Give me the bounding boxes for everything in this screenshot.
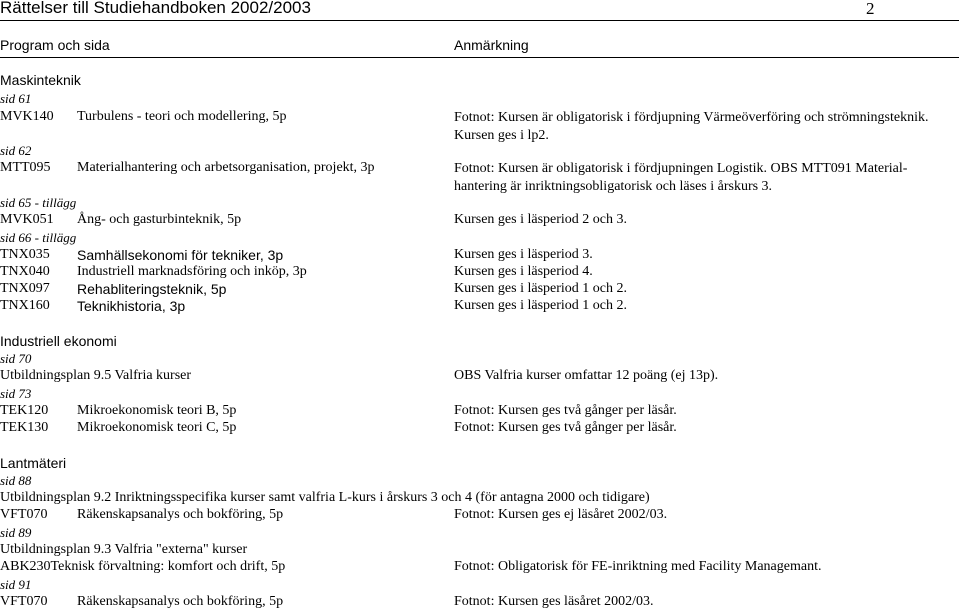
course-note: Fotnot: Kursen ges läsåret 2002/03. bbox=[454, 594, 654, 609]
curriculum-line: ABK230Teknisk förvaltning: komfort och drift, 5p bbox=[0, 559, 286, 574]
column-header-rule bbox=[0, 57, 959, 58]
course-note: Fotnot: Kursen är obligatorisk i fördjupningen Logistik. OBS MTT091 Material-hantering är inriktningsobligatorisk och läses i årskurs 3. bbox=[454, 161, 908, 194]
page-reference: sid 89 bbox=[0, 525, 32, 540]
course-code: VFT070 bbox=[0, 507, 48, 522]
course-note: Kursen ges i läsperiod 1 och 2. bbox=[454, 298, 628, 313]
course-code: TEK120 bbox=[0, 403, 49, 418]
course-code: MVK051 bbox=[0, 212, 54, 227]
page-reference: sid 73 bbox=[0, 386, 32, 401]
course-note: Fotnot: Kursen ges ej läsåret 2002/03. bbox=[454, 507, 668, 522]
course-code: MTT095 bbox=[0, 160, 51, 175]
page-reference: sid 65 - tillägg bbox=[0, 195, 77, 210]
course-name: Materialhantering och arbetsorganisation, projekt, 3p bbox=[77, 160, 375, 175]
course-code: TNX160 bbox=[0, 298, 50, 313]
course-name: Mikroekonomisk teori B, 5p bbox=[77, 403, 237, 418]
course-note: Fotnot: Kursen ges två gånger per läsår. bbox=[454, 420, 677, 435]
page-reference: sid 62 bbox=[0, 143, 32, 158]
page-reference: sid 70 bbox=[0, 351, 32, 366]
page-reference: sid 88 bbox=[0, 473, 32, 488]
course-note: Fotnot: Kursen är obligatorisk i fördjupning Värmeöverföring och strömningsteknik. Kursen ges i lp2. bbox=[454, 110, 929, 143]
header-rule bbox=[0, 20, 959, 21]
course-name: Räkenskapsanalys och bokföring, 5p bbox=[77, 507, 284, 522]
course-note: Kursen ges i läsperiod 2 och 3. bbox=[454, 212, 628, 227]
course-note: Fotnot: Kursen ges två gånger per läsår. bbox=[454, 403, 677, 418]
course-code: TEK130 bbox=[0, 420, 49, 435]
section-title-maskinteknik: Maskinteknik bbox=[0, 72, 81, 88]
course-note: Fotnot: Obligatorisk för FE-inriktning med Facility Managemant. bbox=[454, 559, 822, 574]
course-name: Mikroekonomisk teori C, 5p bbox=[77, 420, 237, 435]
course-code: TNX040 bbox=[0, 264, 50, 279]
course-note: OBS Valfria kurser omfattar 12 poäng (ej 13p). bbox=[454, 368, 719, 383]
column-header-right: Anmärkning bbox=[454, 37, 529, 53]
course-name: Teknikhistoria, 3p bbox=[77, 298, 186, 314]
course-name: Rehabliteringsteknik, 5p bbox=[77, 281, 227, 297]
section-title-lantmateri: Lantmäteri bbox=[0, 455, 67, 471]
course-name: Samhällsekonomi för tekniker, 3p bbox=[77, 247, 284, 263]
course-name: Turbulens - teori och modellering, 5p bbox=[77, 109, 287, 124]
course-name: Räkenskapsanalys och bokföring, 5p bbox=[77, 594, 284, 609]
page-reference: sid 91 bbox=[0, 577, 32, 592]
course-note: Kursen ges i läsperiod 4. bbox=[454, 264, 593, 279]
course-name: Ång- och gasturbinteknik, 5p bbox=[77, 212, 242, 227]
column-header-left: Program och sida bbox=[0, 37, 110, 53]
course-name: Industriell marknadsföring och inköp, 3p bbox=[77, 264, 307, 279]
page-title: Rättelser till Studiehandboken 2002/2003 bbox=[0, 0, 311, 17]
page-number: 2 bbox=[866, 0, 875, 18]
course-note: Kursen ges i läsperiod 1 och 2. bbox=[454, 281, 628, 296]
curriculum-line: Utbildningsplan 9.5 Valfria kurser bbox=[0, 368, 192, 383]
page-reference: sid 61 bbox=[0, 91, 32, 106]
page-reference: sid 66 - tillägg bbox=[0, 230, 77, 245]
course-code: MVK140 bbox=[0, 109, 54, 124]
course-code: TNX035 bbox=[0, 247, 50, 262]
curriculum-line: Utbildningsplan 9.2 Inriktningsspecifika kurser samt valfria L-kurs i årskurs 3 och 4 (för antagna 2000 och tidigare) bbox=[0, 490, 650, 505]
course-note: Kursen ges i läsperiod 3. bbox=[454, 247, 593, 262]
course-code: VFT070 bbox=[0, 594, 48, 609]
section-title-industriell-ekonomi: Industriell ekonomi bbox=[0, 333, 117, 349]
curriculum-line: Utbildningsplan 9.3 Valfria "externa" kurser bbox=[0, 542, 248, 557]
course-code: TNX097 bbox=[0, 281, 50, 296]
